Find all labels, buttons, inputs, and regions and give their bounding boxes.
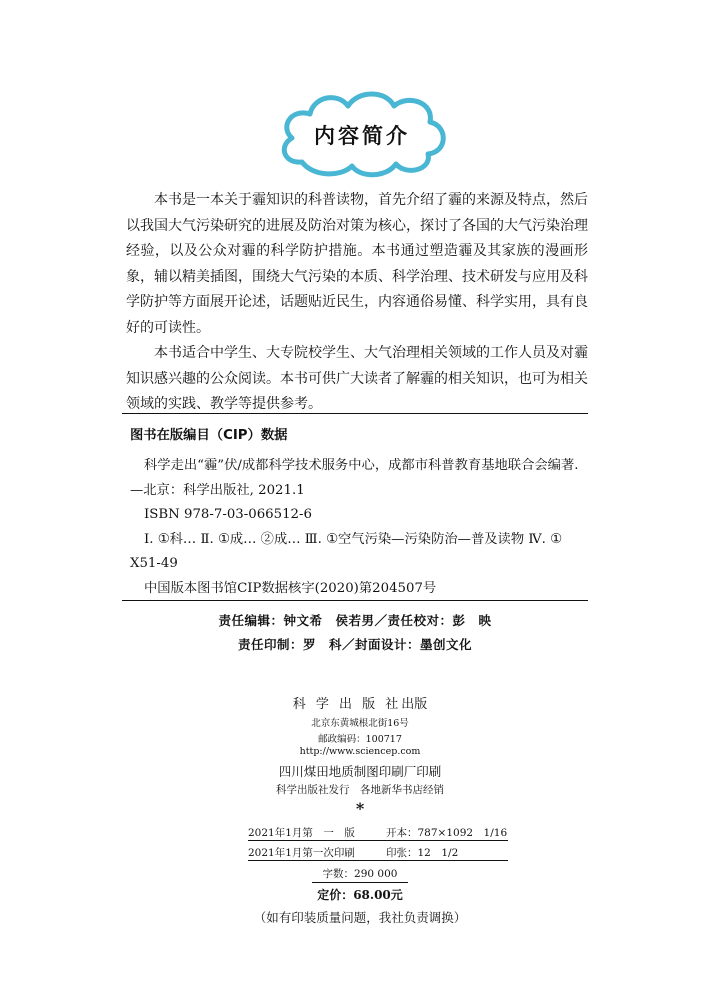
cip-entry-line-2: —北京：科学出版社, 2021.1	[130, 482, 305, 498]
cip-number: 中国版本图书馆CIP数据核字(2020)第204507号	[144, 580, 437, 596]
format-text: 开本：787×1092 1/16	[386, 827, 508, 839]
cip-top-rule	[122, 413, 588, 414]
separator-star: *	[355, 799, 365, 818]
distribution-line: 科学出版社发行 各地新华书店经销	[276, 784, 444, 796]
price: 定价：68.00元	[317, 888, 403, 902]
spec-divider-3	[312, 882, 408, 883]
printer-line: 四川煤田地质制图印刷厂印刷	[278, 764, 442, 779]
intro-text	[126, 188, 588, 418]
word-count: 字数：290 000	[322, 868, 398, 880]
publisher-suffix: 出版	[401, 697, 428, 712]
cip-classification-line-2: X51-49	[130, 556, 178, 571]
quality-note: （如有印装质量问题，我社负责调换）	[253, 910, 467, 925]
sheets-text: 印张：12 1/2	[386, 847, 459, 859]
publisher-line	[0, 693, 720, 712]
publisher-name: 科 学 出 版 社	[292, 697, 402, 712]
cip-block	[130, 424, 584, 601]
edition-text: 2021年1月第 一 版	[248, 827, 355, 839]
publisher-postcode: 邮政编码：100717	[318, 734, 402, 745]
cip-isbn: ISBN 978-7-03-066512-6	[144, 507, 312, 522]
publisher-website: http://www.sciencep.com	[299, 746, 421, 757]
publisher-address: 北京东黄城根北街16号	[311, 718, 409, 729]
cip-entry-line-1: 科学走出“霾”伏/成都科学技术服务中心，成都市科普教育基地联合会编著.	[144, 458, 579, 473]
cip-heading: 图书在版编目（CIP）数据	[130, 428, 288, 443]
content-summary-title: 内容简介	[314, 124, 410, 148]
spec-divider-1	[248, 840, 508, 841]
content-summary-heading	[272, 84, 452, 184]
printing-text: 2021年1月第一次印刷	[248, 847, 355, 859]
credits-line-2: 责任印制：罗 科／封面设计：墨创文化	[237, 637, 472, 652]
cip-bottom-rule	[122, 600, 588, 601]
intro-paragraph-1: 本书是一本关于霾知识的科普读物，首先介绍了霾的来源及特点，然后以我国大气污染研究的进展及防治对策为核心，探讨了各国的大气污染治理经验，以及公众对霾的科学防护措施。本书通过塑造霾及其家族的漫画形象，辅以精美插图，围绕大气污染的本质、科学治理、技术研发与应用及科学防护等方面展开论述，话题贴近民生，内容通俗易懂、科学实用，具有良好的可读性。	[126, 192, 588, 336]
credits-line-1: 责任编辑：钟文希 侯若男／责任校对：彭 映	[218, 613, 492, 628]
intro-paragraph-2: 本书适合中学生、大专院校学生、大气治理相关领域的工作人员及对霾知识感兴趣的公众阅读。本书可供广大读者了解霾的相关知识，也可为相关领域的实践、教学等提供参考。	[126, 345, 588, 412]
cip-classification-line-1: Ⅰ. ①科… Ⅱ. ①成… ②成… Ⅲ. ①空气污染—污染防治—普及读物 Ⅳ. ①	[144, 531, 563, 547]
spec-divider-2	[248, 860, 508, 861]
